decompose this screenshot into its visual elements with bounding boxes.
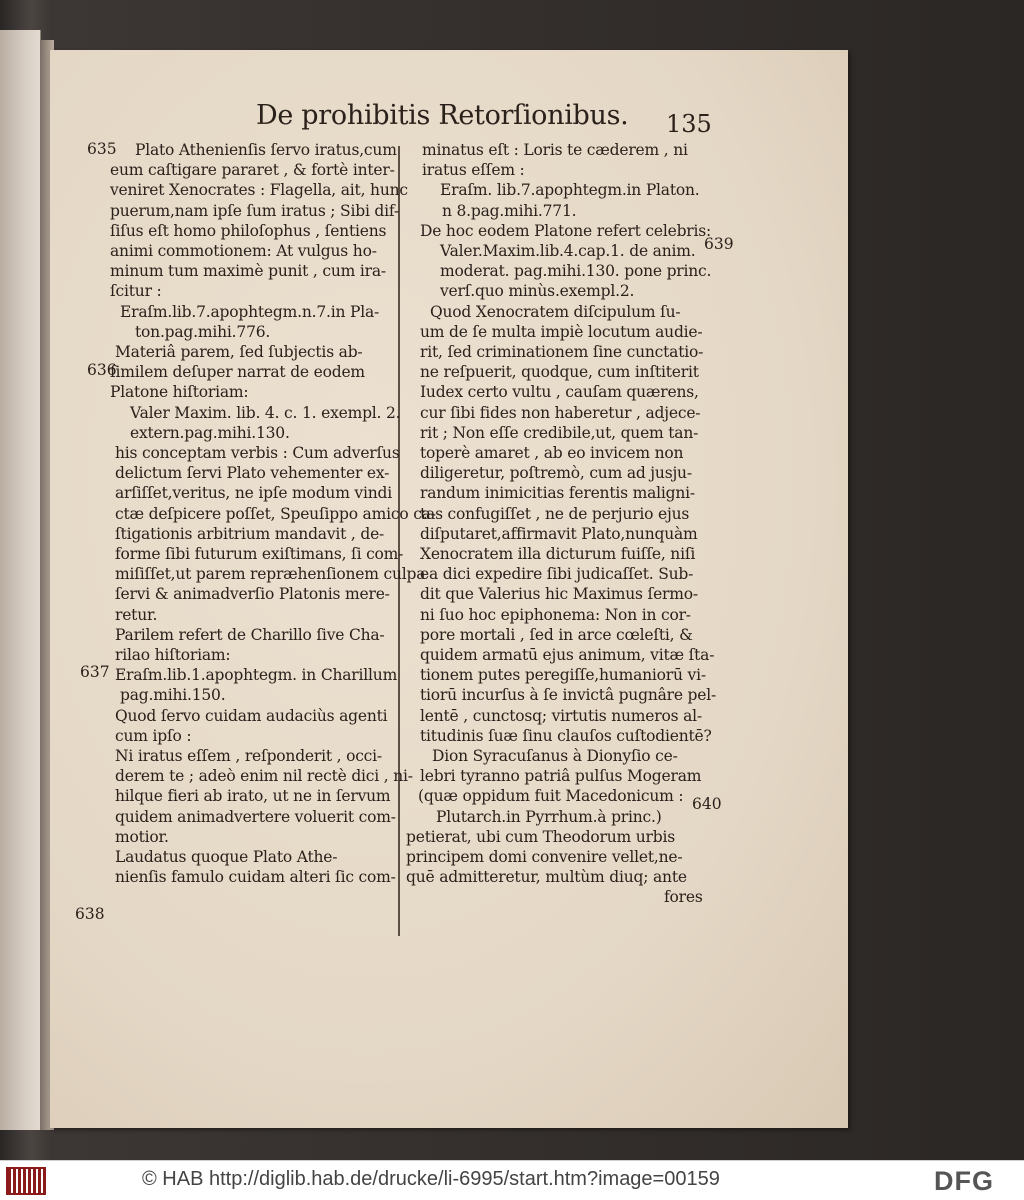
dfg-logo: DFG	[934, 1166, 994, 1196]
left-text-line: Ni iratus eſſem , reſponderit , occi-	[115, 747, 382, 765]
right-text-line: dit que Valerius hic Maximus ſermo-	[420, 585, 698, 604]
right-text-line: Xenocratem illa dicturum fuiſſe, niſi	[420, 545, 696, 563]
left-text-line: minum tum maximè punit , cum ira-	[110, 262, 386, 281]
right-text-line: diſputaret,affirmavit Plato,nunquàm	[420, 524, 698, 543]
left-text-line: veniret Xenocrates : Flagella, ait, hunc	[110, 181, 408, 200]
right-text-line: titudinis ſuæ ſinu clauſos cuſtodientē?	[420, 726, 712, 745]
right-text-line: rit ; Non eſſe credibile,ut, quem tan-	[420, 423, 699, 442]
barcode-icon	[6, 1167, 46, 1195]
right-text-line: Eraſm. lib.7.apophtegm.in Platon.	[440, 181, 700, 200]
column-divider	[398, 146, 400, 936]
left-text-line: hilque fieri ab irato, ut ne in ſervum	[115, 787, 391, 806]
left-text-line: Platone hiſtoriam:	[110, 383, 249, 402]
running-header: De prohibitis Retorſionibus.	[256, 100, 629, 131]
right-text-line: Quod Xenocratem diſcipulum ſu-	[430, 302, 681, 321]
left-text-line: miſiſſet,ut parem repræhenſionem culpa	[115, 565, 426, 584]
right-text-line: pore mortali , ſed in arce cœleſti, &	[420, 625, 693, 644]
left-text-line: Materiâ parem, ſed ſubjectis ab-	[115, 343, 363, 361]
left-text-line: arſiſſet,veritus, ne ipſe modum vindi	[115, 484, 392, 503]
left-text-line: ctæ deſpicere poſſet, Speuſippo amico ca-	[115, 504, 436, 523]
left-text-line: derem te ; adeò enim nil rectè dici , ni-	[115, 767, 413, 786]
previous-page-edge	[0, 30, 41, 1130]
right-text-line: minatus eſt : Loris te cæderem , ni	[422, 141, 688, 159]
right-text-line: tas confugiſſet , ne de perjurio ejus	[420, 504, 690, 523]
right-text-line: ea dici expedire ſibi judicaſſet. Sub-	[420, 565, 694, 584]
right-text-line: quē admitteretur, multùm diuq; ante	[406, 868, 687, 887]
right-text-line: lentē , cunctosq; virtutis numeros al-	[420, 706, 702, 725]
left-text-line: eum caſtigare pararet , & fortè inter-	[110, 161, 395, 180]
right-text-line: n 8.pag.mihi.771.	[442, 201, 577, 220]
left-text-line: rilao hiſtoriam:	[115, 646, 231, 664]
right-text-line: fores	[664, 888, 703, 907]
right-text-line: tiorū incurſus à ſe invictâ pugnâre pel-	[420, 686, 717, 705]
right-text-line: ne reſpuerit, quodque, cum inſtiterit	[420, 363, 699, 382]
right-text-line: verſ.quo minùs.exempl.2.	[440, 282, 635, 301]
margin-number: 637	[80, 663, 110, 681]
margin-number: 638	[75, 905, 105, 923]
left-text-line: ſcitur :	[110, 282, 162, 301]
right-text-line: De hoc eodem Platone refert celebris:	[420, 221, 712, 240]
left-text-line: nienſis famulo cuidam alteri ſic com-	[115, 868, 396, 887]
left-text-line: animi commotionem: At vulgus ho-	[110, 242, 377, 260]
left-text-line: Quod ſervo cuidam audaciùs agenti	[115, 706, 388, 725]
right-text-line: Valer.Maxim.lib.4.cap.1. de anim.	[440, 242, 696, 260]
right-text-line: Dion Syracuſanus à Dionyſio ce-	[432, 747, 678, 765]
right-text-line: (quæ oppidum fuit Macedonicum :	[418, 787, 684, 806]
right-text-line: cur ſibi fides non haberetur , adjece-	[420, 403, 701, 422]
right-text-line: diligeretur, poſtremò, cum ad jusju-	[420, 464, 692, 483]
right-text-line: moderat. pag.mihi.130. pone princ.	[440, 262, 712, 281]
left-text-line: ton.pag.mihi.776.	[135, 322, 271, 341]
right-text-line: ni ſuo hoc epiphonema: Non in cor-	[420, 605, 691, 624]
left-text-line: Laudatus quoque Plato Athe-	[115, 848, 338, 866]
left-text-line: Eraſm.lib.1.apophtegm. in Charillum	[115, 666, 398, 685]
right-text-line: quidem armatū ejus animum, vitæ ſta-	[420, 646, 715, 664]
left-text-line: his conceptam verbis : Cum adverſus	[115, 444, 400, 462]
footer-bar	[0, 1160, 1024, 1200]
left-text-line: delictum ſervi Plato vehementer ex-	[115, 464, 390, 483]
left-text-line: pag.mihi.150.	[120, 686, 226, 705]
margin-number: 635	[87, 140, 117, 158]
left-text-line: forme ſibi futurum exiſtimans, ſi com-	[115, 545, 404, 563]
right-text-line: randum inimicitias ferentis maligni-	[420, 484, 695, 503]
left-text-line: Parilem refert de Charillo ſive Cha-	[115, 625, 385, 644]
right-text-line: principem domi convenire vellet,ne-	[406, 848, 683, 866]
left-text-line: retur.	[115, 605, 158, 624]
margin-number: 636	[87, 361, 117, 379]
left-text-line: motior.	[115, 827, 169, 846]
left-text-line: extern.pag.mihi.130.	[130, 423, 290, 442]
left-text-line: puerum,nam ipſe ſum iratus ; Sibi dif-	[110, 201, 399, 220]
left-text-line: Eraſm.lib.7.apophtegm.n.7.in Pla-	[120, 302, 380, 321]
margin-number: 639	[704, 235, 734, 253]
left-text-line: Plato Athenienſis ſervo iratus,cum	[135, 141, 397, 159]
left-text-line: quidem animadvertere voluerit com-	[115, 807, 396, 826]
left-text-line: ſtigationis arbitrium mandavit , de-	[115, 524, 385, 543]
right-text-line: Plutarch.in Pyrrhum.à princ.)	[436, 807, 662, 826]
right-text-line: Iudex certo vultu , cauſam quærens,	[420, 383, 699, 402]
page-number: 135	[666, 110, 712, 138]
left-text-line: ſimilem deſuper narrat de eodem	[110, 363, 365, 382]
right-text-line: petierat, ubi cum Theodorum urbis	[406, 827, 675, 846]
left-text-line: ſervi & animadverſio Platonis mere-	[115, 585, 390, 604]
right-text-line: iratus eſſem :	[422, 161, 525, 180]
left-text-line: Valer Maxim. lib. 4. c. 1. exempl. 2.	[130, 403, 401, 422]
right-text-line: toperè amaret , ab eo invicem non	[420, 444, 684, 462]
left-text-line: ſiſus eſt homo philoſophus , ſentiens	[110, 221, 387, 240]
right-text-line: rit, ſed criminationem ſine cunctatio-	[420, 343, 704, 361]
right-text-line: tionem putes peregiſſe,humaniorū vi-	[420, 666, 706, 685]
right-text-line: um de ſe multa impiè locutum audie-	[420, 322, 703, 341]
right-text-line: lebri tyranno patriâ pulſus Mogeram	[420, 767, 702, 786]
margin-number: 640	[692, 795, 722, 813]
left-text-line: cum ipſo :	[115, 726, 192, 745]
credit-line: © HAB http://diglib.hab.de/drucke/li-6995/start.htm?image=00159	[142, 1168, 720, 1190]
